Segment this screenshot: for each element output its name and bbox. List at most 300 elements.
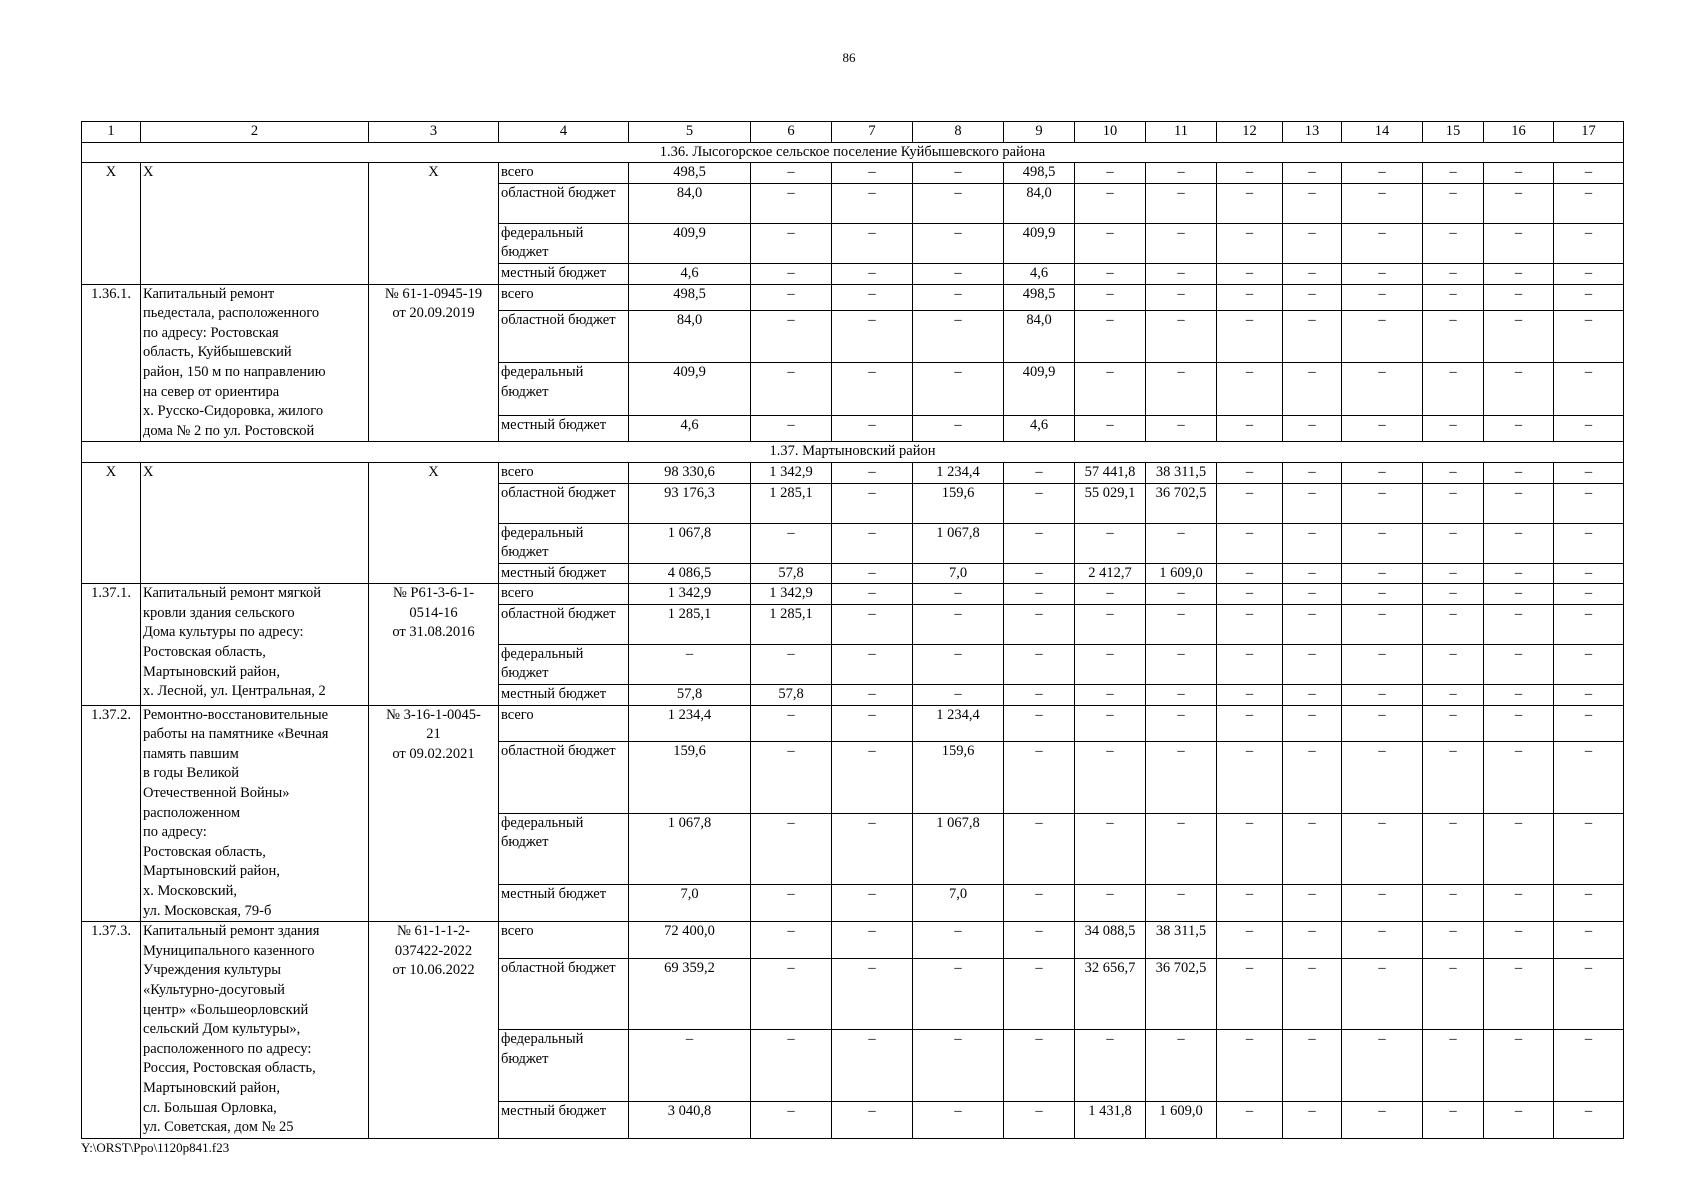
funding-source-label: областной бюджет [499, 604, 629, 644]
value-cell: – [832, 813, 913, 885]
value-cell: – [751, 415, 832, 442]
value-cell: – [913, 311, 1004, 363]
value-cell: 32 656,7 [1075, 958, 1146, 1029]
value-cell: – [1342, 1030, 1423, 1102]
value-cell: – [1484, 644, 1554, 684]
funding-source-label: всего [499, 584, 629, 605]
funding-source-label: всего [499, 462, 629, 483]
value-cell: – [1484, 462, 1554, 483]
value-cell: – [1342, 263, 1423, 284]
value-cell: – [1283, 263, 1342, 284]
value-cell: – [1283, 685, 1342, 706]
value-cell: – [832, 223, 913, 263]
value-cell: – [1484, 284, 1554, 311]
value-cell: – [1342, 885, 1423, 922]
value-cell: – [1283, 462, 1342, 483]
column-header: 2 [141, 122, 369, 143]
value-cell: – [1554, 604, 1624, 644]
value-cell: – [1217, 223, 1283, 263]
value-cell: – [751, 311, 832, 363]
item-description: Капитальный ремонт здания Муниципального казенного Учреждения культуры «Культурно-досуговый центр» «Большеорловский сельский Дом культуры», расположенного по адресу: Россия, Ростовская область, Мартыновский район, сл. Большая Орловка, ул. Советская, дом № 25 [141, 922, 369, 1139]
value-cell: – [1146, 742, 1217, 813]
section-heading-row [82, 142, 1624, 163]
value-cell: 7,0 [913, 885, 1004, 922]
value-cell: – [1554, 705, 1624, 742]
value-cell: – [1342, 183, 1423, 223]
value-cell: – [832, 263, 913, 284]
value-cell: 1 234,4 [913, 462, 1004, 483]
value-cell: – [1342, 958, 1423, 1029]
value-cell: 159,6 [913, 483, 1004, 523]
value-cell: – [1342, 311, 1423, 363]
value-cell: – [1146, 263, 1217, 284]
value-cell: – [1004, 604, 1075, 644]
value-cell: – [1283, 311, 1342, 363]
value-cell: – [1283, 958, 1342, 1029]
value-cell: – [1283, 705, 1342, 742]
table-row [82, 284, 1624, 311]
value-cell: – [1423, 922, 1484, 959]
value-cell: – [1484, 958, 1554, 1029]
value-cell: – [1484, 415, 1554, 442]
budget-table [81, 121, 1624, 1139]
funding-source-label: федеральный бюджет [499, 813, 629, 885]
value-cell: – [1342, 922, 1423, 959]
value-cell: 36 702,5 [1146, 958, 1217, 1029]
table-body [82, 122, 1624, 1139]
value-cell: – [913, 584, 1004, 605]
value-cell: – [1554, 311, 1624, 363]
value-cell: – [1146, 1030, 1217, 1102]
value-cell: – [1342, 523, 1423, 563]
column-header: 8 [913, 122, 1004, 143]
value-cell: 159,6 [913, 742, 1004, 813]
value-cell: – [1283, 604, 1342, 644]
value-cell: – [832, 523, 913, 563]
value-cell: – [1146, 363, 1217, 415]
value-cell: – [1554, 223, 1624, 263]
column-header: 6 [751, 122, 832, 143]
value-cell: – [832, 584, 913, 605]
value-cell: – [1342, 644, 1423, 684]
value-cell: – [913, 604, 1004, 644]
value-cell: – [1283, 813, 1342, 885]
value-cell: – [1283, 885, 1342, 922]
value-cell: – [832, 183, 913, 223]
value-cell: – [1484, 563, 1554, 584]
item-description: Капитальный ремонт пьедестала, расположенного по адресу: Ростовская область, Куйбышевский район, 150 м по направлению на север от ориентира х. Русско-Сидоровка, жилого дома № 2 по ул. Ростовской [141, 284, 369, 442]
column-header: 4 [499, 122, 629, 143]
value-cell: – [751, 363, 832, 415]
item-description: Х [141, 462, 369, 583]
value-cell: – [1484, 523, 1554, 563]
item-document: Х [369, 462, 499, 583]
value-cell: 409,9 [629, 363, 751, 415]
value-cell: – [751, 922, 832, 959]
value-cell: – [1004, 742, 1075, 813]
value-cell: – [1423, 163, 1484, 184]
value-cell: – [1554, 483, 1624, 523]
value-cell: – [913, 263, 1004, 284]
value-cell: 7,0 [913, 563, 1004, 584]
value-cell: 84,0 [1004, 183, 1075, 223]
value-cell: – [1004, 1030, 1075, 1102]
value-cell: – [1484, 922, 1554, 959]
funding-source-label: местный бюджет [499, 563, 629, 584]
value-cell: – [1554, 644, 1624, 684]
value-cell: 1 067,8 [629, 813, 751, 885]
value-cell: – [1423, 813, 1484, 885]
column-header: 15 [1423, 122, 1484, 143]
value-cell: – [1004, 813, 1075, 885]
value-cell: – [751, 223, 832, 263]
value-cell: – [1283, 183, 1342, 223]
value-cell: – [1075, 705, 1146, 742]
value-cell: – [1004, 483, 1075, 523]
value-cell: – [1484, 885, 1554, 922]
value-cell: 1 285,1 [751, 604, 832, 644]
value-cell: 409,9 [1004, 223, 1075, 263]
item-number: 1.37.2. [82, 705, 141, 922]
value-cell: – [751, 263, 832, 284]
value-cell: – [1342, 1101, 1423, 1138]
value-cell: – [832, 705, 913, 742]
value-cell: – [629, 644, 751, 684]
value-cell: – [1217, 813, 1283, 885]
value-cell: 84,0 [629, 183, 751, 223]
table-row [82, 922, 1624, 959]
value-cell: – [1146, 415, 1217, 442]
funding-source-label: областной бюджет [499, 183, 629, 223]
value-cell: – [1342, 563, 1423, 584]
value-cell: – [1554, 284, 1624, 311]
value-cell: 498,5 [629, 284, 751, 311]
value-cell: – [1423, 1101, 1484, 1138]
value-cell: – [1554, 958, 1624, 1029]
value-cell: 98 330,6 [629, 462, 751, 483]
value-cell: – [1484, 742, 1554, 813]
value-cell: 498,5 [1004, 284, 1075, 311]
value-cell: – [1342, 742, 1423, 813]
value-cell: – [1423, 742, 1484, 813]
value-cell: – [1004, 523, 1075, 563]
value-cell: – [832, 415, 913, 442]
value-cell: – [1217, 415, 1283, 442]
funding-source-label: местный бюджет [499, 263, 629, 284]
value-cell: 1 067,8 [913, 813, 1004, 885]
value-cell: – [1423, 462, 1484, 483]
value-cell: – [1283, 163, 1342, 184]
value-cell: – [1217, 163, 1283, 184]
value-cell: – [751, 1030, 832, 1102]
value-cell: – [1146, 163, 1217, 184]
value-cell: – [751, 644, 832, 684]
value-cell: – [832, 462, 913, 483]
value-cell: – [1423, 584, 1484, 605]
value-cell: – [1283, 363, 1342, 415]
value-cell: 1 342,9 [751, 462, 832, 483]
value-cell: – [1217, 885, 1283, 922]
value-cell: – [1004, 563, 1075, 584]
value-cell: – [1146, 604, 1217, 644]
value-cell: – [1342, 284, 1423, 311]
value-cell: – [1217, 705, 1283, 742]
value-cell: 1 067,8 [913, 523, 1004, 563]
value-cell: – [1004, 584, 1075, 605]
value-cell: – [1554, 163, 1624, 184]
value-cell: – [1283, 523, 1342, 563]
value-cell: – [1554, 813, 1624, 885]
funding-source-label: местный бюджет [499, 415, 629, 442]
value-cell: – [751, 742, 832, 813]
value-cell: – [1423, 1030, 1484, 1102]
value-cell: – [1484, 183, 1554, 223]
value-cell: – [1484, 685, 1554, 706]
section-title: 1.36. Лысогорское сельское поселение Куйбышевского района [82, 142, 1624, 163]
item-document: № 61-1-1-2- 037422-2022 от 10.06.2022 [369, 922, 499, 1139]
value-cell: – [832, 1101, 913, 1138]
value-cell: – [1075, 363, 1146, 415]
value-cell: – [832, 644, 913, 684]
value-cell: – [1217, 311, 1283, 363]
value-cell: – [913, 685, 1004, 706]
funding-source-label: всего [499, 284, 629, 311]
value-cell: 498,5 [629, 163, 751, 184]
value-cell: – [913, 415, 1004, 442]
value-cell: – [1004, 462, 1075, 483]
value-cell: – [1075, 813, 1146, 885]
item-document: № Р61-3-6-1- 0514-16 от 31.08.2016 [369, 584, 499, 705]
value-cell: – [1004, 705, 1075, 742]
value-cell: – [1283, 922, 1342, 959]
value-cell: – [832, 363, 913, 415]
value-cell: – [1146, 813, 1217, 885]
value-cell: – [1004, 885, 1075, 922]
column-header: 14 [1342, 122, 1423, 143]
funding-source-label: местный бюджет [499, 885, 629, 922]
value-cell: – [1423, 311, 1484, 363]
value-cell: 84,0 [1004, 311, 1075, 363]
value-cell: – [751, 284, 832, 311]
value-cell: – [1217, 1101, 1283, 1138]
value-cell: – [1484, 223, 1554, 263]
value-cell: – [1217, 742, 1283, 813]
value-cell: – [1146, 685, 1217, 706]
value-cell: 1 342,9 [751, 584, 832, 605]
value-cell: – [1554, 742, 1624, 813]
value-cell: 1 342,9 [629, 584, 751, 605]
value-cell: – [1342, 685, 1423, 706]
value-cell: 1 285,1 [629, 604, 751, 644]
value-cell: – [913, 183, 1004, 223]
value-cell: – [1423, 284, 1484, 311]
value-cell: – [1342, 483, 1423, 523]
value-cell: – [1075, 183, 1146, 223]
value-cell: – [1484, 584, 1554, 605]
value-cell: – [1075, 163, 1146, 184]
value-cell: – [913, 644, 1004, 684]
value-cell: – [1423, 415, 1484, 442]
value-cell: – [1342, 462, 1423, 483]
value-cell: – [1423, 644, 1484, 684]
value-cell: – [1075, 644, 1146, 684]
funding-source-label: федеральный бюджет [499, 363, 629, 415]
value-cell: – [1075, 885, 1146, 922]
page-number: 86 [842, 50, 856, 65]
value-cell: – [832, 483, 913, 523]
item-number: 1.37.1. [82, 584, 141, 705]
value-cell: – [1342, 415, 1423, 442]
value-cell: – [1217, 922, 1283, 959]
column-header: 5 [629, 122, 751, 143]
value-cell: – [1554, 1101, 1624, 1138]
value-cell: – [1484, 483, 1554, 523]
value-cell: – [1146, 705, 1217, 742]
value-cell: – [1484, 163, 1554, 184]
value-cell: – [1484, 263, 1554, 284]
value-cell: – [1342, 813, 1423, 885]
value-cell: – [1075, 1030, 1146, 1102]
value-cell: – [1217, 685, 1283, 706]
value-cell: – [1554, 1030, 1624, 1102]
value-cell: – [1283, 1101, 1342, 1138]
footer-file-path: Y:\ORST\Ppo\1120p841.f23 [81, 1140, 230, 1155]
value-cell: – [1217, 284, 1283, 311]
value-cell: – [832, 163, 913, 184]
value-cell: – [913, 1101, 1004, 1138]
value-cell: – [1423, 563, 1484, 584]
value-cell: – [1283, 584, 1342, 605]
value-cell: 1 609,0 [1146, 563, 1217, 584]
value-cell: – [1075, 685, 1146, 706]
item-description: Х [141, 163, 369, 284]
value-cell: – [751, 885, 832, 922]
value-cell: – [1484, 1030, 1554, 1102]
value-cell: – [751, 523, 832, 563]
value-cell: – [1075, 523, 1146, 563]
value-cell: – [1554, 584, 1624, 605]
value-cell: – [1423, 958, 1484, 1029]
value-cell: 1 234,4 [913, 705, 1004, 742]
column-header: 17 [1554, 122, 1624, 143]
value-cell: 34 088,5 [1075, 922, 1146, 959]
value-cell: – [1283, 742, 1342, 813]
value-cell: – [913, 958, 1004, 1029]
value-cell: – [1484, 311, 1554, 363]
value-cell: – [1554, 263, 1624, 284]
value-cell: – [1423, 885, 1484, 922]
value-cell: – [1217, 483, 1283, 523]
value-cell: 57 441,8 [1075, 462, 1146, 483]
value-cell: 72 400,0 [629, 922, 751, 959]
table-row [82, 163, 1624, 184]
value-cell: – [1423, 604, 1484, 644]
value-cell: – [1146, 311, 1217, 363]
value-cell: – [1484, 705, 1554, 742]
value-cell: 3 040,8 [629, 1101, 751, 1138]
value-cell: – [1004, 685, 1075, 706]
section-heading-row [82, 442, 1624, 463]
value-cell: 57,8 [751, 685, 832, 706]
value-cell: – [1075, 223, 1146, 263]
value-cell: – [1283, 415, 1342, 442]
value-cell: – [1075, 311, 1146, 363]
value-cell: – [1075, 742, 1146, 813]
value-cell: – [1283, 1030, 1342, 1102]
value-cell: – [1484, 604, 1554, 644]
column-header: 12 [1217, 122, 1283, 143]
column-header: 10 [1075, 122, 1146, 143]
value-cell: – [832, 563, 913, 584]
value-cell: – [1554, 922, 1624, 959]
value-cell: – [1283, 644, 1342, 684]
value-cell: 498,5 [1004, 163, 1075, 184]
value-cell: – [1004, 922, 1075, 959]
value-cell: – [832, 311, 913, 363]
value-cell: – [832, 604, 913, 644]
column-header: 16 [1484, 122, 1554, 143]
value-cell: – [1554, 363, 1624, 415]
section-title: 1.37. Мартыновский район [82, 442, 1624, 463]
value-cell: – [913, 163, 1004, 184]
funding-source-label: областной бюджет [499, 483, 629, 523]
item-number: Х [82, 163, 141, 284]
value-cell: – [1342, 584, 1423, 605]
value-cell: – [1075, 284, 1146, 311]
value-cell: 84,0 [629, 311, 751, 363]
value-cell: – [1146, 223, 1217, 263]
funding-source-label: областной бюджет [499, 742, 629, 813]
value-cell: – [1484, 813, 1554, 885]
value-cell: – [1217, 462, 1283, 483]
value-cell: – [1075, 584, 1146, 605]
value-cell: – [832, 742, 913, 813]
value-cell: – [1075, 415, 1146, 442]
item-description: Ремонтно-восстановительные работы на памятнике «Вечная память павшим в годы Великой Отечественной Войны» расположенном по адресу: Ростовская область, Мартыновский район, х. Московский, ул. Московская, 79-б [141, 705, 369, 922]
value-cell: 1 067,8 [629, 523, 751, 563]
value-cell: 1 285,1 [751, 483, 832, 523]
value-cell: – [1423, 183, 1484, 223]
value-cell: – [1423, 523, 1484, 563]
value-cell: – [1554, 563, 1624, 584]
value-cell: – [1217, 563, 1283, 584]
column-header: 7 [832, 122, 913, 143]
value-cell: – [1554, 415, 1624, 442]
table-row [82, 462, 1624, 483]
funding-source-label: федеральный бюджет [499, 1030, 629, 1102]
value-cell: 1 234,4 [629, 705, 751, 742]
funding-source-label: местный бюджет [499, 1101, 629, 1138]
item-document: № 3-16-1-0045- 21 от 09.02.2021 [369, 705, 499, 922]
value-cell: 4,6 [1004, 415, 1075, 442]
value-cell: – [832, 1030, 913, 1102]
value-cell: 409,9 [629, 223, 751, 263]
value-cell: – [1554, 523, 1624, 563]
value-cell: – [832, 958, 913, 1029]
value-cell: – [1283, 563, 1342, 584]
value-cell: 409,9 [1004, 363, 1075, 415]
value-cell: – [1423, 223, 1484, 263]
funding-source-label: всего [499, 922, 629, 959]
value-cell: – [1423, 483, 1484, 523]
value-cell: 36 702,5 [1146, 483, 1217, 523]
value-cell: – [1554, 462, 1624, 483]
value-cell: – [1217, 584, 1283, 605]
item-number: Х [82, 462, 141, 583]
value-cell: – [1283, 223, 1342, 263]
item-description: Капитальный ремонт мягкой кровли здания сельского Дома культуры по адресу: Ростовская область, Мартыновский район, х. Лесной, ул. Центральная, 2 [141, 584, 369, 705]
value-cell: 4,6 [629, 263, 751, 284]
